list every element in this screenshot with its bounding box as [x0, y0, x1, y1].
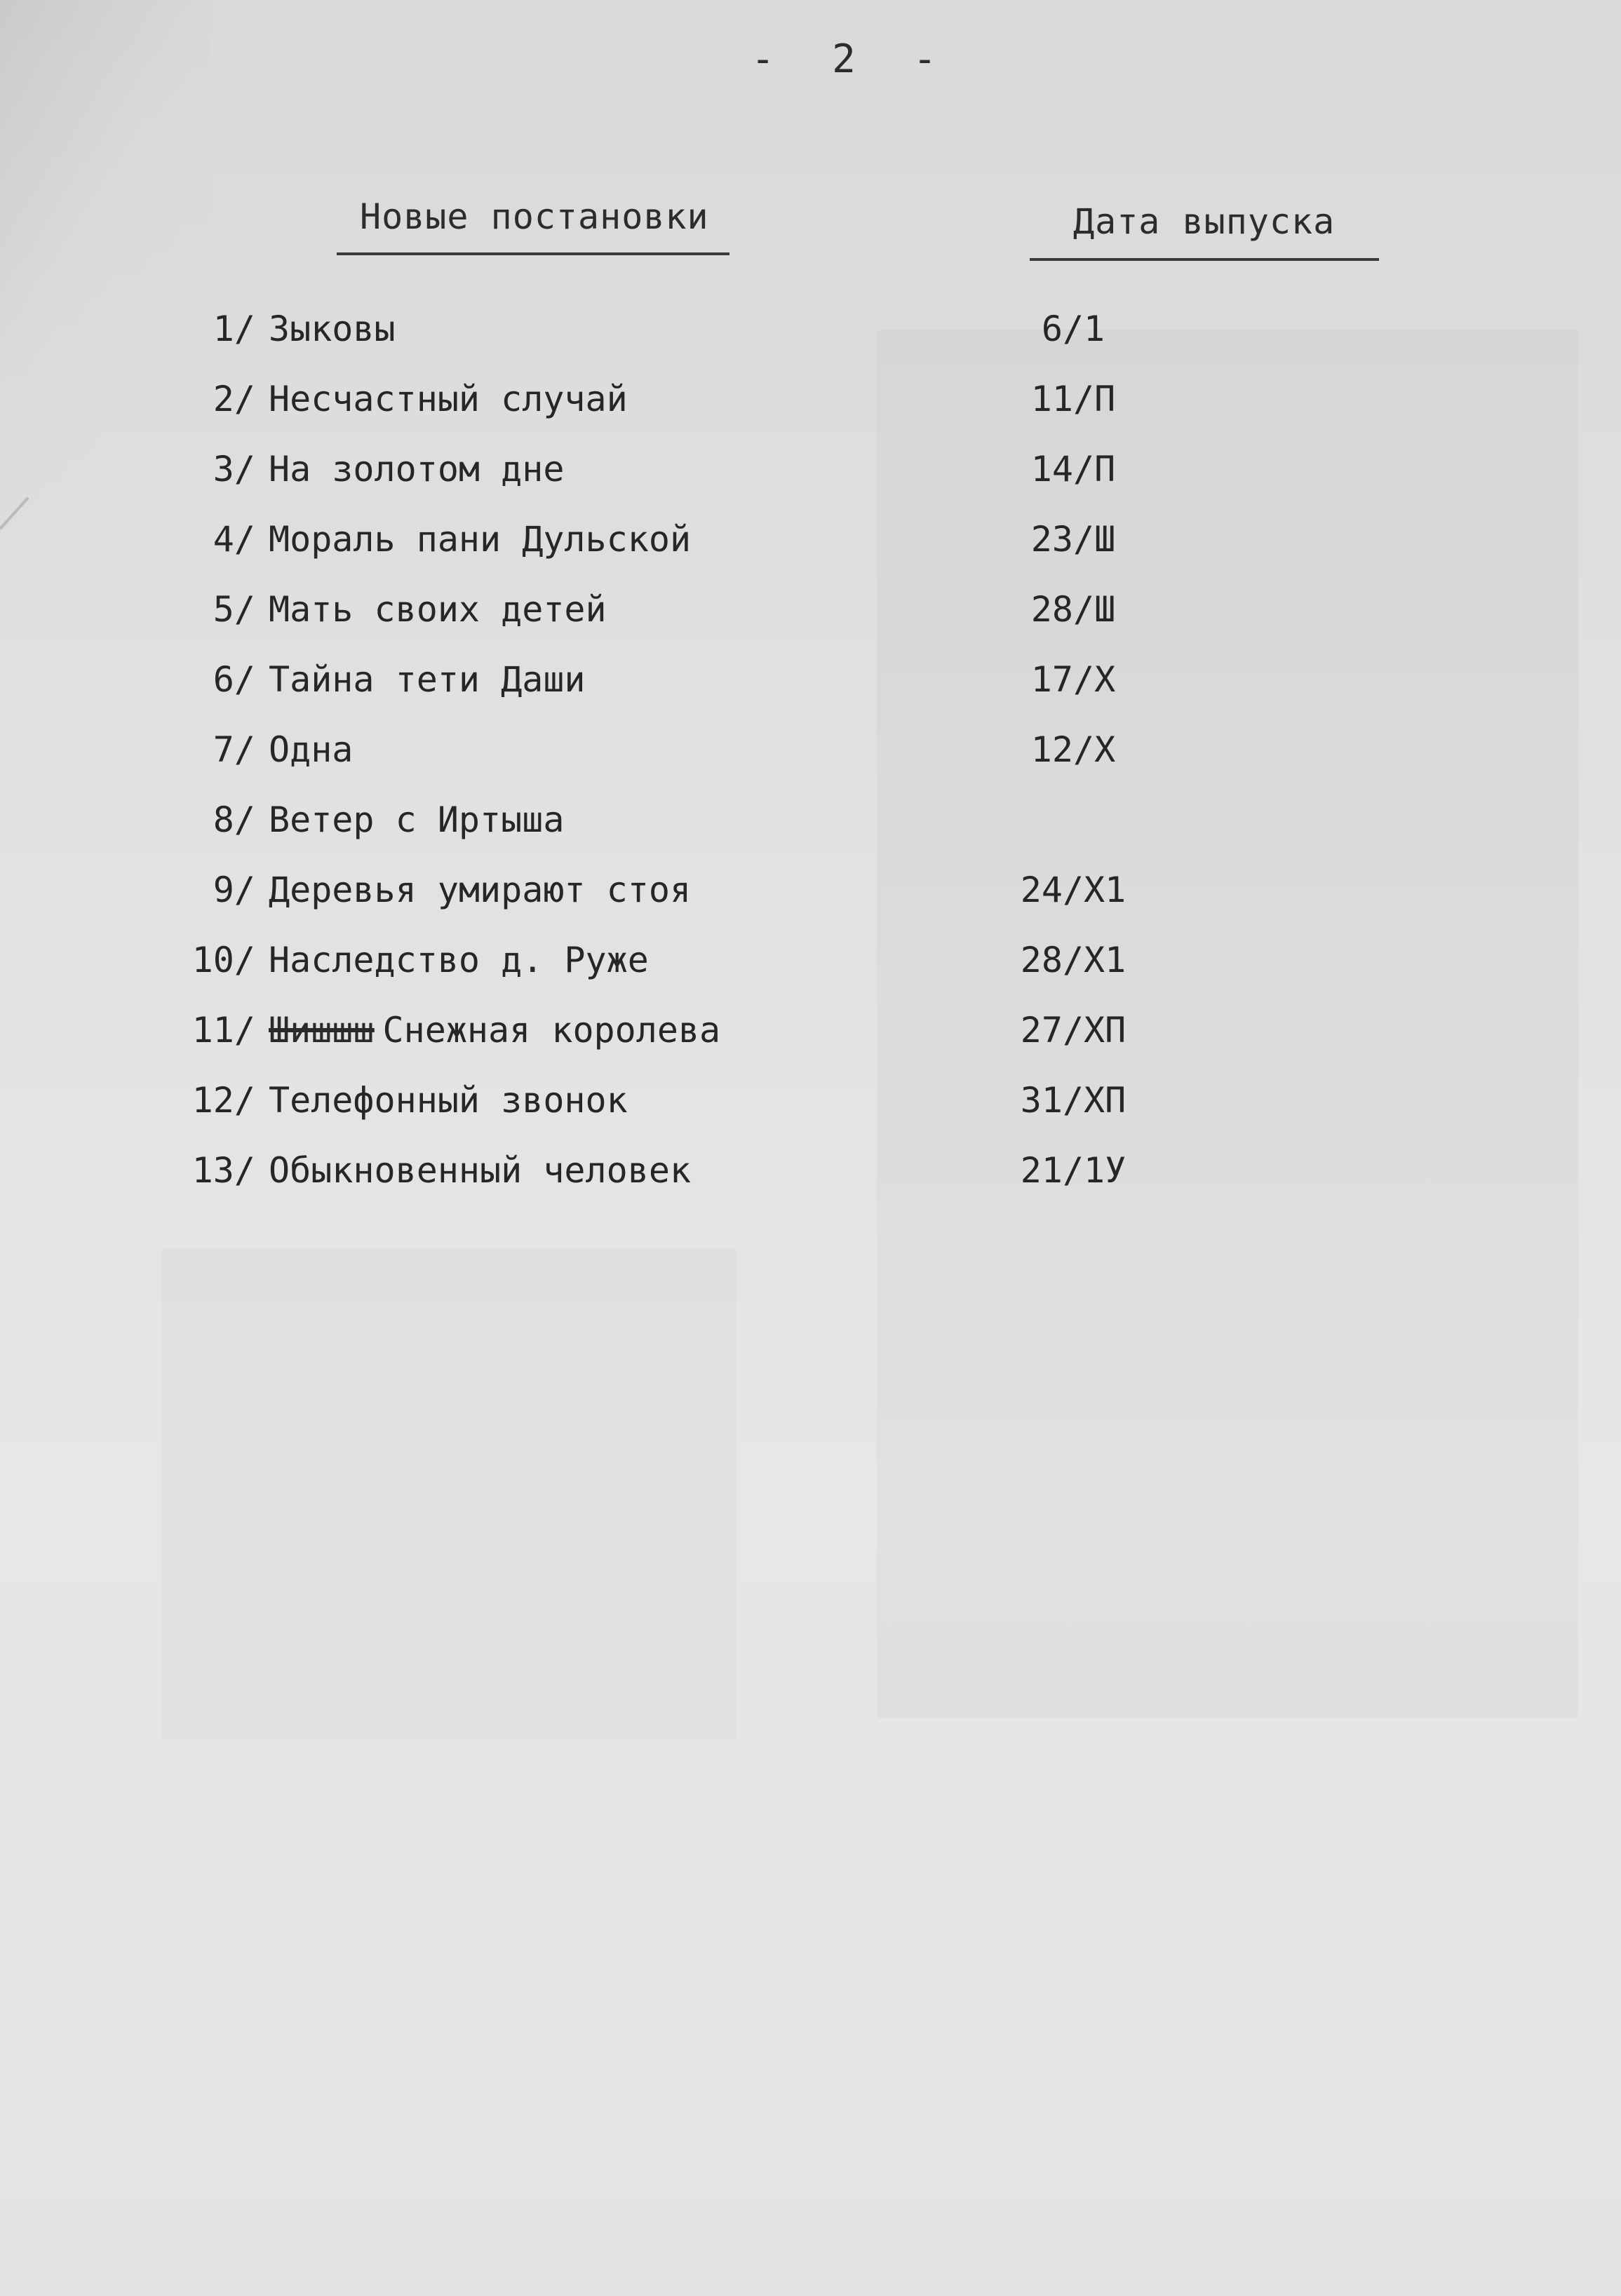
release-date: 6/1 — [1041, 309, 1105, 349]
release-date: 12/Х — [1030, 729, 1116, 770]
item-number: 2/ — [213, 379, 255, 419]
release-date: 27/ХП — [1020, 1010, 1126, 1051]
production-title: Ветер с Иртыша — [269, 799, 565, 840]
list-item — [0, 659, 1621, 729]
item-number: 13/ — [191, 1150, 255, 1191]
item-number: 4/ — [213, 519, 255, 560]
production-title: Телефонный звонок — [269, 1080, 628, 1121]
productions-header-underline — [337, 252, 729, 255]
list-item — [0, 519, 1621, 589]
production-title: Наследство д. Руже — [269, 940, 649, 980]
release-date: 14/П — [1030, 449, 1116, 489]
production-title: Одна — [269, 729, 354, 770]
item-number: 10/ — [191, 940, 255, 980]
item-number: 1/ — [213, 309, 255, 349]
item-number: 5/ — [213, 589, 255, 630]
item-number: 9/ — [213, 870, 255, 910]
item-number: 12/ — [191, 1080, 255, 1121]
production-title: Снежная королева — [382, 1010, 721, 1051]
list-item — [0, 729, 1621, 799]
release-date: 17/Х — [1030, 659, 1116, 700]
list-item — [0, 1080, 1621, 1150]
item-number: 7/ — [213, 729, 255, 770]
production-title-with-strikeout — [269, 1010, 720, 1051]
list-item — [0, 1010, 1621, 1080]
production-title: Тайна тети Даши — [269, 659, 586, 700]
production-title: Мораль пани Дульской — [269, 519, 692, 560]
list-item — [0, 589, 1621, 659]
release-date: 28/Х1 — [1020, 940, 1126, 980]
list-item — [0, 870, 1621, 940]
release-date: 24/Х1 — [1020, 870, 1126, 910]
production-title: Несчастный случай — [269, 379, 628, 419]
release-date-header: Дата выпуска — [1073, 201, 1336, 242]
productions-list — [0, 309, 1621, 1220]
release-date: 23/Ш — [1030, 519, 1116, 560]
list-item — [0, 940, 1621, 1010]
item-number: 8/ — [213, 799, 255, 840]
production-title: Обыкновенный человек — [269, 1150, 692, 1191]
show-through-block — [161, 1248, 736, 1739]
item-number: 11/ — [191, 1010, 255, 1051]
release-date-header-underline — [1030, 258, 1379, 261]
release-date: 28/Ш — [1030, 589, 1116, 630]
item-number: 6/ — [213, 659, 255, 700]
item-number: 3/ — [213, 449, 255, 489]
list-item — [0, 309, 1621, 379]
release-date: 21/1У — [1020, 1150, 1126, 1191]
release-date: 11/П — [1030, 379, 1116, 419]
list-item — [0, 1150, 1621, 1220]
production-title: На золотом дне — [269, 449, 565, 489]
production-title: Зыковы — [269, 309, 396, 349]
list-item — [0, 379, 1621, 449]
production-title: Мать своих детей — [269, 589, 607, 630]
page-number: - 2 - — [751, 36, 954, 82]
list-item — [0, 799, 1621, 870]
list-item — [0, 449, 1621, 519]
release-date: 31/ХП — [1020, 1080, 1126, 1121]
productions-header: Новые постановки — [360, 196, 709, 237]
struck-out-text: Шишшш — [269, 1010, 375, 1051]
production-title: Деревья умирают стоя — [269, 870, 692, 910]
